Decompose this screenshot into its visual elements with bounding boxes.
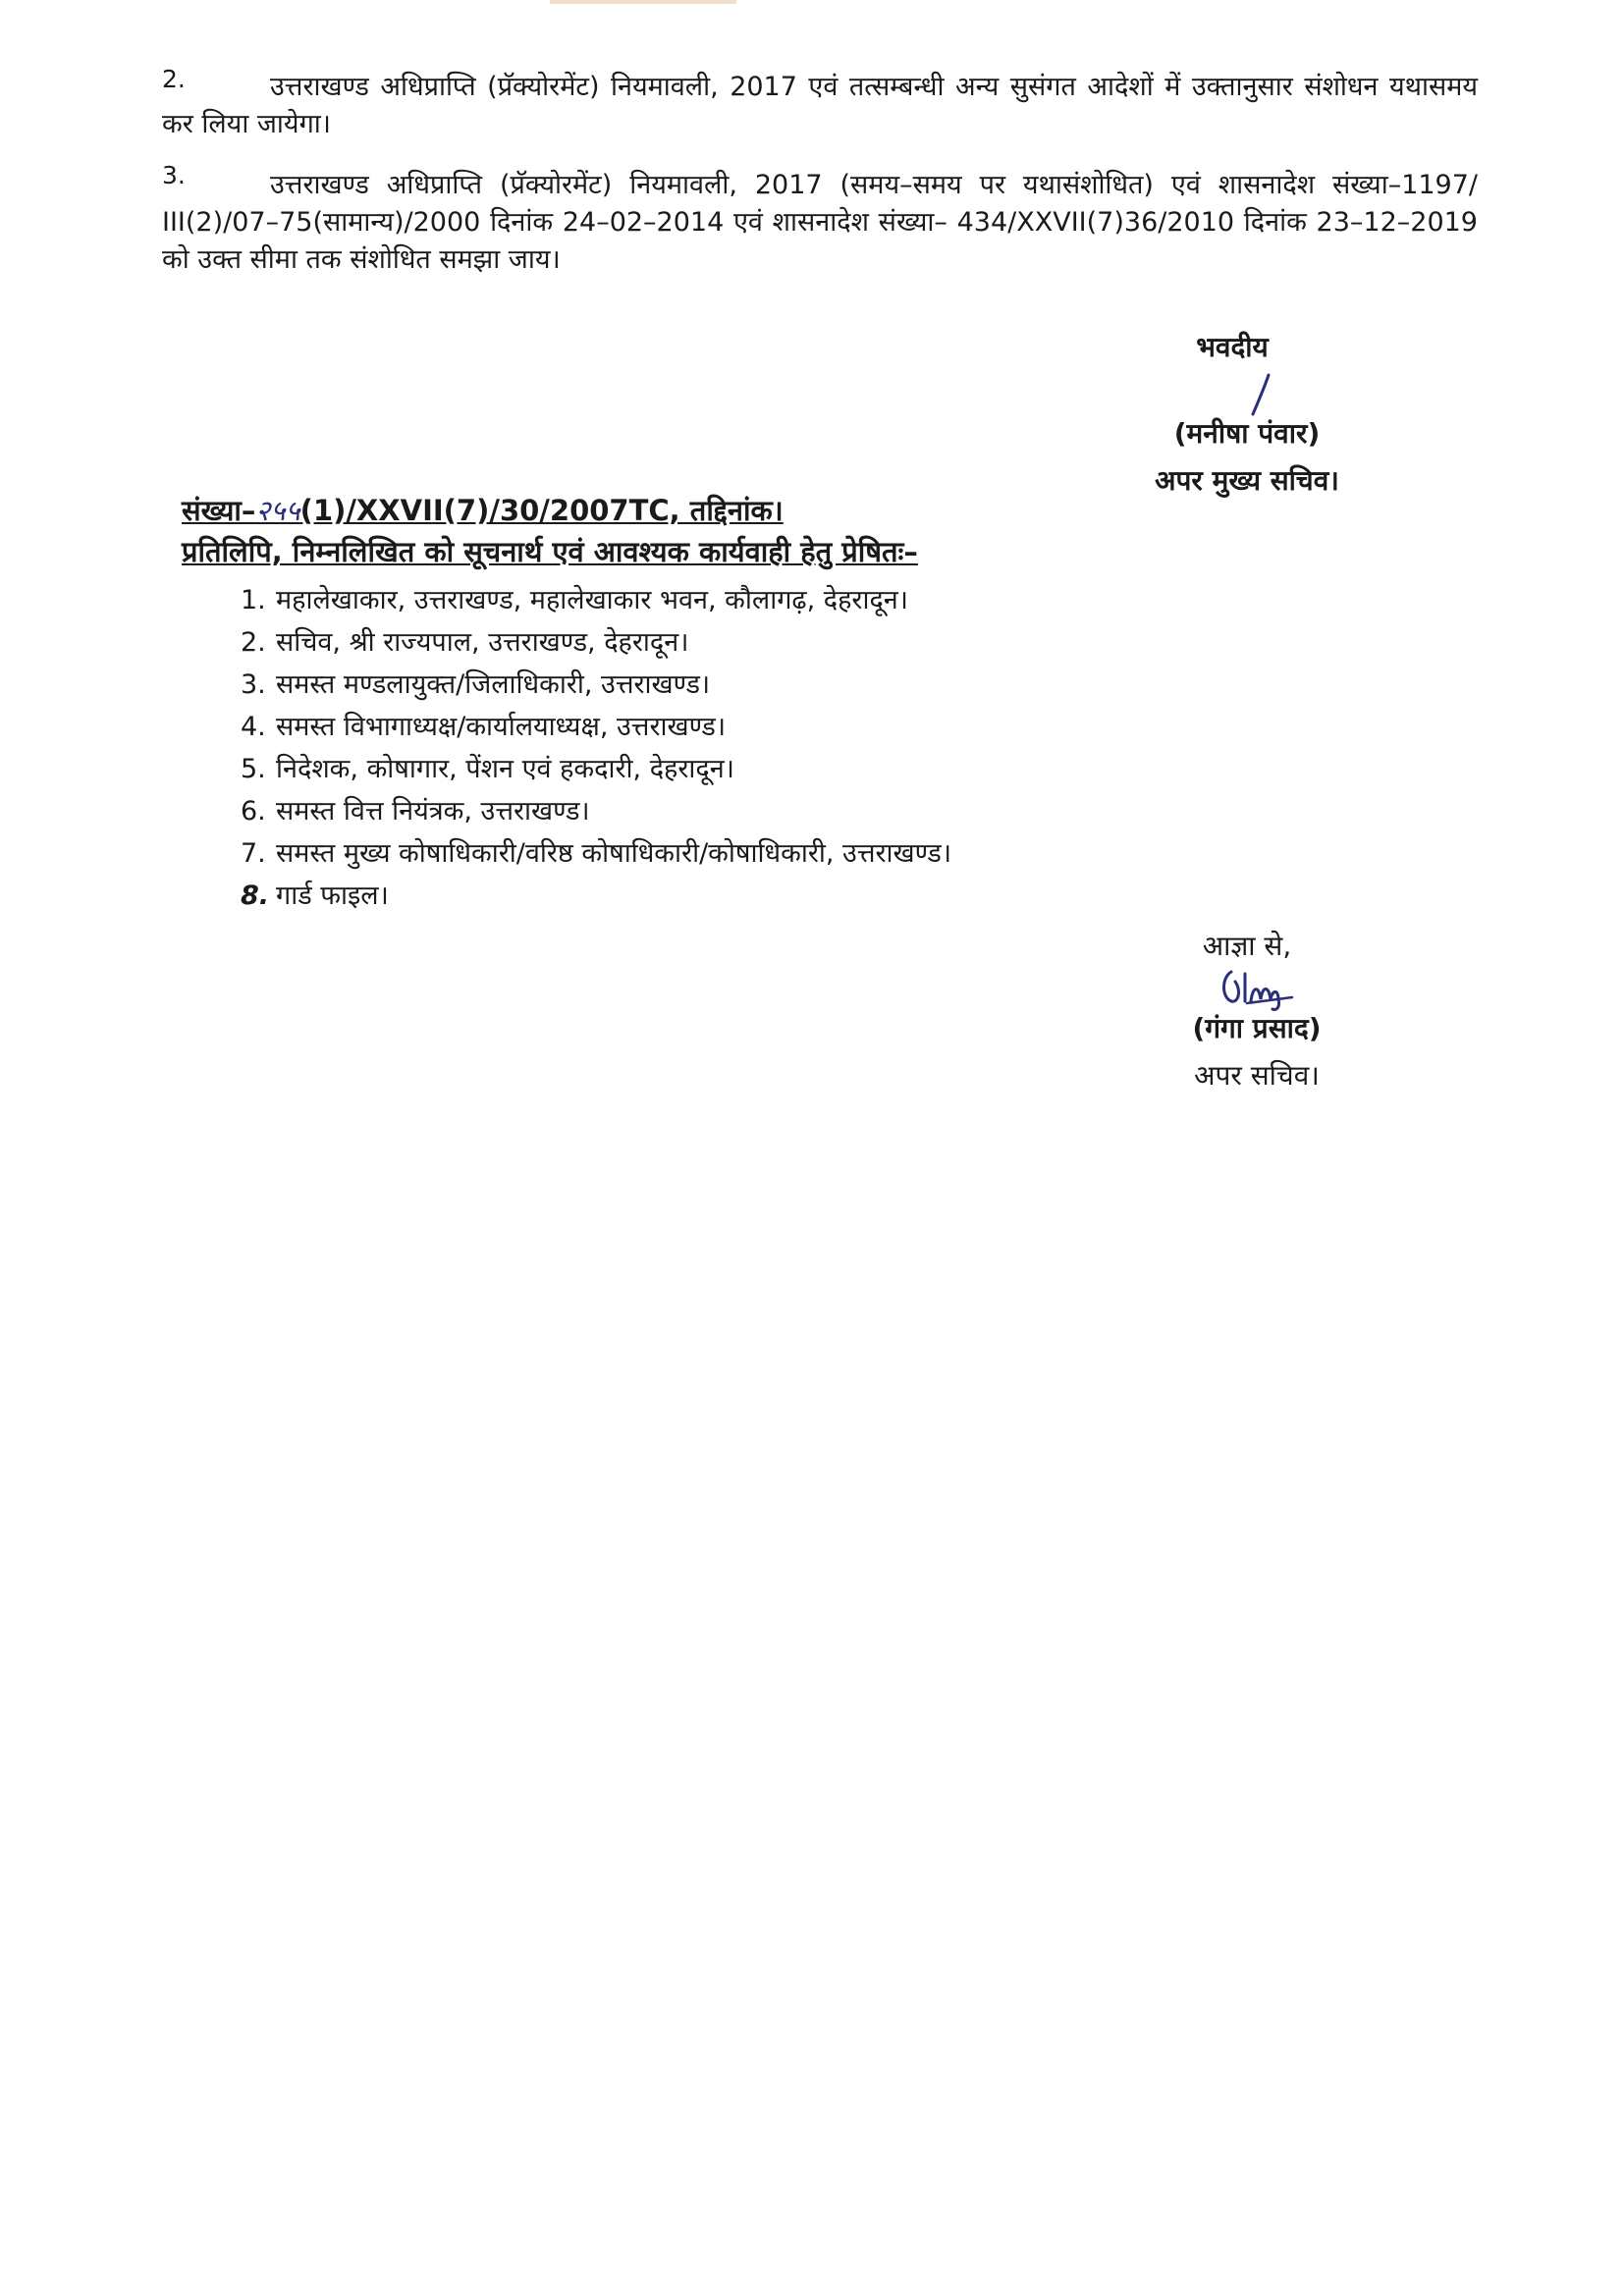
- signatory-1-details: [1105, 410, 1389, 505]
- signatory-2-name: (गंगा प्रसाद): [1192, 1012, 1322, 1044]
- list-item: 8. गार्ड फाइल।: [241, 881, 389, 911]
- paragraph-3-text: उत्तराखण्ड अधिप्राप्ति (प्रॅक्योरमेंट) नियमावली, 2017 (समय–समय पर यथासंशोधित) एवं शासनादेश संख्या–1197/ III(2)/07–75(सामान्य)/2000 दिनांक 24–02–2014 एवं शासनादेश संख्या– 434/XXVII(7)36/2010 दिनांक 23–12–2019 को उक्त सीमा तक संशोधित समझा जाय।: [162, 170, 1478, 275]
- page-edge-mark: [550, 0, 736, 4]
- signatory-1-name: (मनीषा पंवार): [1173, 417, 1321, 450]
- paragraph-2-number: 2.: [162, 65, 186, 93]
- paragraph-2-text: उत्तराखण्ड अधिप्राप्ति (प्रॅक्योरमेंट) नियमावली, 2017 एवं तत्सम्बन्धी अन्य सुसंगत आदेशों में उक्तानुसार संशोधन यथासमय कर लिया जायेगा।: [162, 72, 1478, 139]
- signatory-1-designation: अपर मुख्य सचिव।: [1155, 464, 1339, 497]
- reference-handwritten-number: २५५: [255, 494, 300, 527]
- signatory-block-1: [1110, 324, 1355, 371]
- paragraph-3: [162, 167, 1478, 279]
- paragraph-3-number: 3.: [162, 161, 186, 189]
- list-item: 2. सचिव, श्री राज्यपाल, उत्तराखण्ड, देहरादून।: [241, 627, 689, 658]
- list-item: 6. समस्त वित्त नियंत्रक, उत्तराखण्ड।: [241, 796, 590, 827]
- reference-prefix: संख्या–: [182, 494, 256, 527]
- list-item: 7. समस्त मुख्य कोषाधिकारी/वरिष्ठ कोषाधिकारी/कोषाधिकारी, उत्तराखण्ड।: [241, 838, 952, 869]
- signatory-2-details: [1139, 1005, 1375, 1099]
- signatory-block-2: [1139, 923, 1355, 970]
- list-item: 3. समस्त मण्डलायुक्त/जिलाधिकारी, उत्तराखण्ड।: [241, 669, 711, 700]
- paragraph-2: [162, 69, 1478, 143]
- list-item: 4. समस्त विभागाध्यक्ष/कार्यालयाध्यक्ष, उत्तराखण्ड।: [241, 712, 727, 742]
- reference-suffix: (1)/XXVII(7)/30/2007TC, तद्दिनांक।: [299, 494, 784, 527]
- signatory-2-salutation: आज्ञा से,: [1202, 930, 1292, 962]
- list-item: 5. निदेशक, कोषागार, पेंशन एवं हकदारी, देहरादून।: [241, 754, 734, 784]
- list-item: 1. महालेखाकार, उत्तराखण्ड, महालेखाकार भवन, कौलागढ़, देहरादून।: [241, 585, 909, 615]
- signatory-2-designation: अपर सचिव।: [1194, 1059, 1320, 1092]
- copy-heading: प्रतिलिपि, निम्नलिखित को सूचनार्थ एवं आवश्यक कार्यवाही हेतु प्रेषितः–: [182, 535, 918, 568]
- reference-number-line: [182, 491, 784, 530]
- signatory-1-salutation: भवदीय: [1196, 331, 1269, 363]
- distribution-list: [241, 579, 951, 917]
